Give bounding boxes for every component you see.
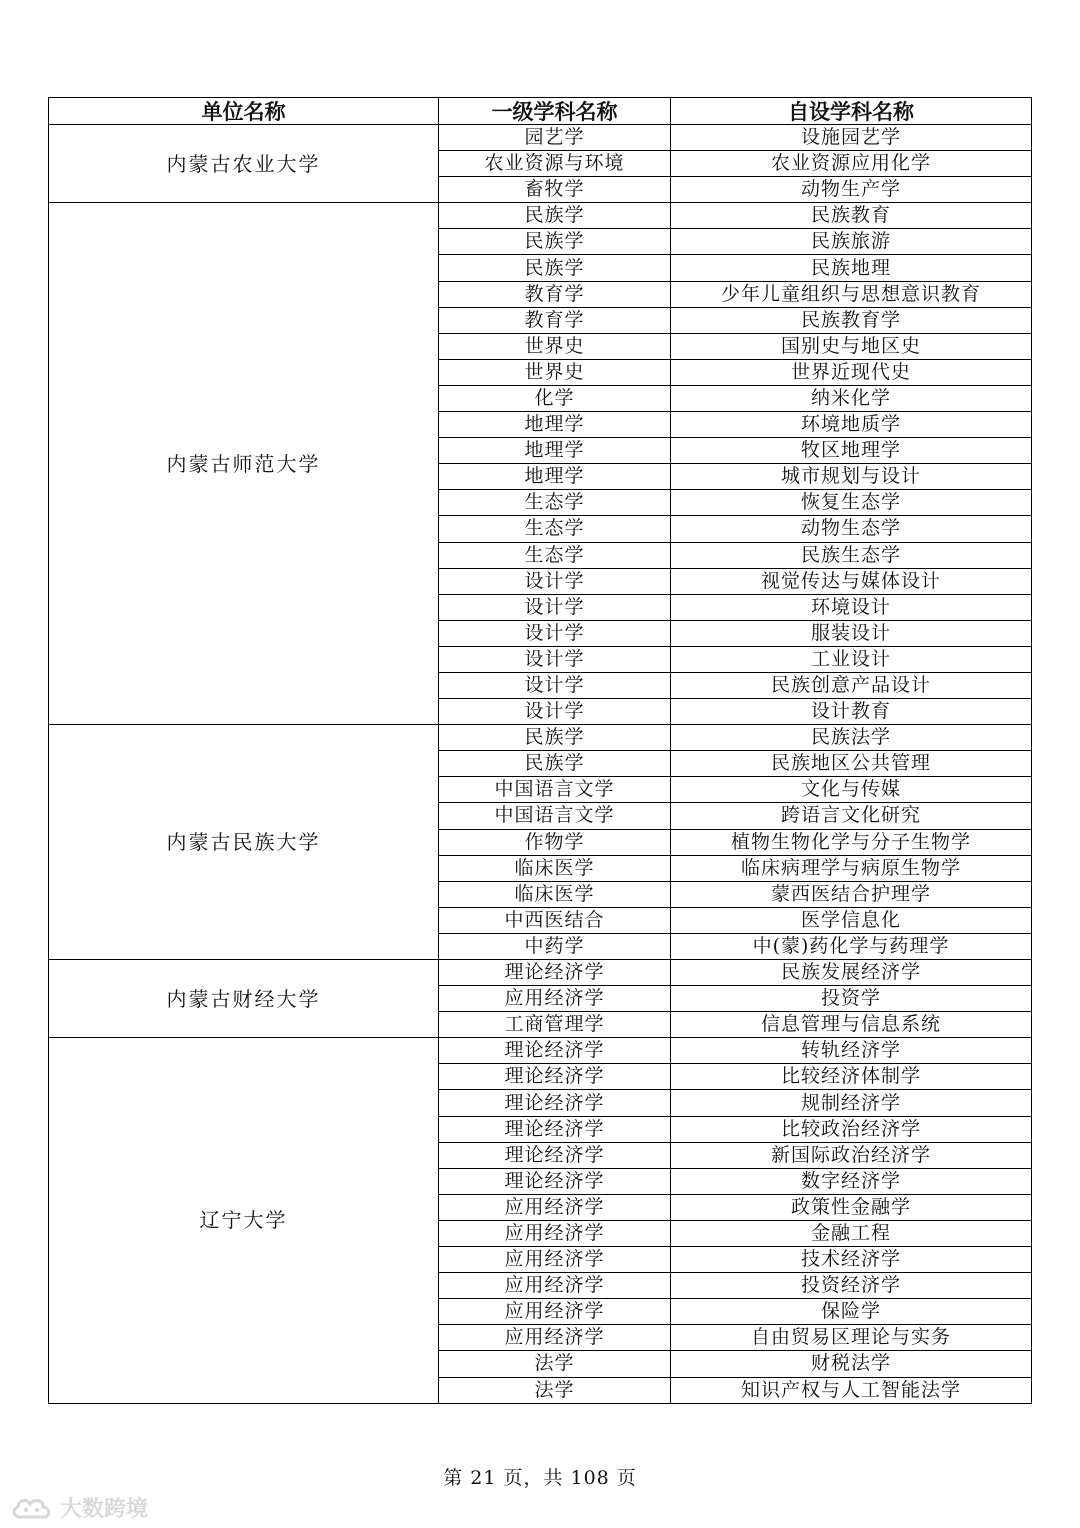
- self-set-discipline-cell: 恢复生态学: [671, 490, 1032, 516]
- self-set-discipline-cell: 植物生物化学与分子生物学: [671, 829, 1032, 855]
- first-level-discipline-cell: 中国语言文学: [439, 777, 671, 803]
- first-level-discipline-cell: 教育学: [439, 307, 671, 333]
- first-level-discipline-cell: 应用经济学: [439, 1194, 671, 1220]
- first-level-discipline-cell: 应用经济学: [439, 1299, 671, 1325]
- watermark-text: 大数跨境: [60, 1497, 149, 1522]
- self-set-discipline-cell: 民族创意产品设计: [671, 672, 1032, 698]
- table-row: [49, 125, 1032, 151]
- header-self-set-discipline: 自设学科名称: [671, 98, 1032, 125]
- self-set-discipline-cell: 民族教育学: [671, 307, 1032, 333]
- first-level-discipline-cell: 园艺学: [439, 125, 671, 151]
- first-level-discipline-cell: 民族学: [439, 229, 671, 255]
- first-level-discipline-cell: 理论经济学: [439, 1116, 671, 1142]
- self-set-discipline-cell: 保险学: [671, 1299, 1032, 1325]
- self-set-discipline-cell: 金融工程: [671, 1220, 1032, 1246]
- self-set-discipline-cell: 世界近现代史: [671, 359, 1032, 385]
- first-level-discipline-cell: 临床医学: [439, 881, 671, 907]
- first-level-discipline-cell: 作物学: [439, 829, 671, 855]
- first-level-discipline-cell: 理论经济学: [439, 1038, 671, 1064]
- first-level-discipline-cell: 工商管理学: [439, 1012, 671, 1038]
- self-set-discipline-cell: 技术经济学: [671, 1247, 1032, 1273]
- table-row: [49, 725, 1032, 751]
- first-level-discipline-cell: 化学: [439, 385, 671, 411]
- first-level-discipline-cell: 应用经济学: [439, 986, 671, 1012]
- self-set-discipline-cell: 环境设计: [671, 594, 1032, 620]
- self-set-discipline-cell: 文化与传媒: [671, 777, 1032, 803]
- page-number: 第 21 页，共 108 页: [443, 1467, 637, 1489]
- self-set-discipline-cell: 服装设计: [671, 620, 1032, 646]
- first-level-discipline-cell: 理论经济学: [439, 1090, 671, 1116]
- self-set-discipline-cell: 新国际政治经济学: [671, 1142, 1032, 1168]
- self-set-discipline-cell: 知识产权与人工智能法学: [671, 1377, 1032, 1403]
- first-level-discipline-cell: 设计学: [439, 594, 671, 620]
- first-level-discipline-cell: 应用经济学: [439, 1247, 671, 1273]
- first-level-discipline-cell: 设计学: [439, 646, 671, 672]
- header-first-level-discipline: 一级学科名称: [439, 98, 671, 125]
- unit-name-cell: 内蒙古民族大学: [49, 725, 439, 960]
- subjects-table: [48, 97, 1032, 1404]
- self-set-discipline-cell: 民族地区公共管理: [671, 751, 1032, 777]
- self-set-discipline-cell: 医学信息化: [671, 907, 1032, 933]
- unit-name-cell: 内蒙古师范大学: [49, 203, 439, 725]
- first-level-discipline-cell: 理论经济学: [439, 1064, 671, 1090]
- first-level-discipline-cell: 设计学: [439, 620, 671, 646]
- self-set-discipline-cell: 规制经济学: [671, 1090, 1032, 1116]
- first-level-discipline-cell: 理论经济学: [439, 960, 671, 986]
- first-level-discipline-cell: 世界史: [439, 359, 671, 385]
- first-level-discipline-cell: 应用经济学: [439, 1273, 671, 1299]
- self-set-discipline-cell: 跨语言文化研究: [671, 803, 1032, 829]
- self-set-discipline-cell: 少年儿童组织与思想意识教育: [671, 281, 1032, 307]
- first-level-discipline-cell: 畜牧学: [439, 177, 671, 203]
- self-set-discipline-cell: 设计教育: [671, 699, 1032, 725]
- first-level-discipline-cell: 世界史: [439, 333, 671, 359]
- first-level-discipline-cell: 理论经济学: [439, 1142, 671, 1168]
- first-level-discipline-cell: 设计学: [439, 699, 671, 725]
- self-set-discipline-cell: 比较经济体制学: [671, 1064, 1032, 1090]
- first-level-discipline-cell: 生态学: [439, 542, 671, 568]
- first-level-discipline-cell: 农业资源与环境: [439, 151, 671, 177]
- first-level-discipline-cell: 法学: [439, 1377, 671, 1403]
- table-row: [49, 1038, 1032, 1064]
- self-set-discipline-cell: 农业资源应用化学: [671, 151, 1032, 177]
- first-level-discipline-cell: 生态学: [439, 516, 671, 542]
- cloud-logo-icon: [10, 1495, 54, 1521]
- self-set-discipline-cell: 城市规划与设计: [671, 464, 1032, 490]
- self-set-discipline-cell: 设施园艺学: [671, 125, 1032, 151]
- self-set-discipline-cell: 视觉传达与媒体设计: [671, 568, 1032, 594]
- self-set-discipline-cell: 环境地质学: [671, 412, 1032, 438]
- self-set-discipline-cell: 民族法学: [671, 725, 1032, 751]
- self-set-discipline-cell: 纳米化学: [671, 385, 1032, 411]
- first-level-discipline-cell: 中西医结合: [439, 907, 671, 933]
- first-level-discipline-cell: 教育学: [439, 281, 671, 307]
- self-set-discipline-cell: 投资经济学: [671, 1273, 1032, 1299]
- first-level-discipline-cell: 生态学: [439, 490, 671, 516]
- self-set-discipline-cell: 数字经济学: [671, 1168, 1032, 1194]
- self-set-discipline-cell: 工业设计: [671, 646, 1032, 672]
- first-level-discipline-cell: 民族学: [439, 751, 671, 777]
- unit-name-cell: 内蒙古农业大学: [49, 125, 439, 203]
- table-header-row: [49, 98, 1032, 125]
- unit-name-cell: 辽宁大学: [49, 1038, 439, 1403]
- first-level-discipline-cell: 中国语言文学: [439, 803, 671, 829]
- first-level-discipline-cell: 地理学: [439, 438, 671, 464]
- first-level-discipline-cell: 地理学: [439, 412, 671, 438]
- self-set-discipline-cell: 蒙西医结合护理学: [671, 881, 1032, 907]
- first-level-discipline-cell: 设计学: [439, 568, 671, 594]
- self-set-discipline-cell: 比较政治经济学: [671, 1116, 1032, 1142]
- watermark: [10, 1492, 148, 1523]
- self-set-discipline-cell: 转轨经济学: [671, 1038, 1032, 1064]
- first-level-discipline-cell: 民族学: [439, 203, 671, 229]
- self-set-discipline-cell: 动物生产学: [671, 177, 1032, 203]
- self-set-discipline-cell: 信息管理与信息系统: [671, 1012, 1032, 1038]
- first-level-discipline-cell: 应用经济学: [439, 1220, 671, 1246]
- self-set-discipline-cell: 自由贸易区理论与实务: [671, 1325, 1032, 1351]
- self-set-discipline-cell: 国别史与地区史: [671, 333, 1032, 359]
- first-level-discipline-cell: 法学: [439, 1351, 671, 1377]
- self-set-discipline-cell: 政策性金融学: [671, 1194, 1032, 1220]
- first-level-discipline-cell: 民族学: [439, 255, 671, 281]
- table-body: [49, 125, 1032, 1404]
- self-set-discipline-cell: 牧区地理学: [671, 438, 1032, 464]
- header-unit-name: 单位名称: [49, 98, 439, 125]
- self-set-discipline-cell: 投资学: [671, 986, 1032, 1012]
- self-set-discipline-cell: 临床病理学与病原生物学: [671, 855, 1032, 881]
- first-level-discipline-cell: 地理学: [439, 464, 671, 490]
- self-set-discipline-cell: 民族发展经济学: [671, 960, 1032, 986]
- first-level-discipline-cell: 设计学: [439, 672, 671, 698]
- table-row: [49, 203, 1032, 229]
- self-set-discipline-cell: 动物生态学: [671, 516, 1032, 542]
- self-set-discipline-cell: 财税法学: [671, 1351, 1032, 1377]
- self-set-discipline-cell: 中(蒙)药化学与药理学: [671, 933, 1032, 959]
- first-level-discipline-cell: 中药学: [439, 933, 671, 959]
- self-set-discipline-cell: 民族生态学: [671, 542, 1032, 568]
- table-row: [49, 960, 1032, 986]
- self-set-discipline-cell: 民族旅游: [671, 229, 1032, 255]
- first-level-discipline-cell: 应用经济学: [439, 1325, 671, 1351]
- self-set-discipline-cell: 民族教育: [671, 203, 1032, 229]
- first-level-discipline-cell: 临床医学: [439, 855, 671, 881]
- self-set-discipline-cell: 民族地理: [671, 255, 1032, 281]
- unit-name-cell: 内蒙古财经大学: [49, 960, 439, 1038]
- first-level-discipline-cell: 理论经济学: [439, 1168, 671, 1194]
- first-level-discipline-cell: 民族学: [439, 725, 671, 751]
